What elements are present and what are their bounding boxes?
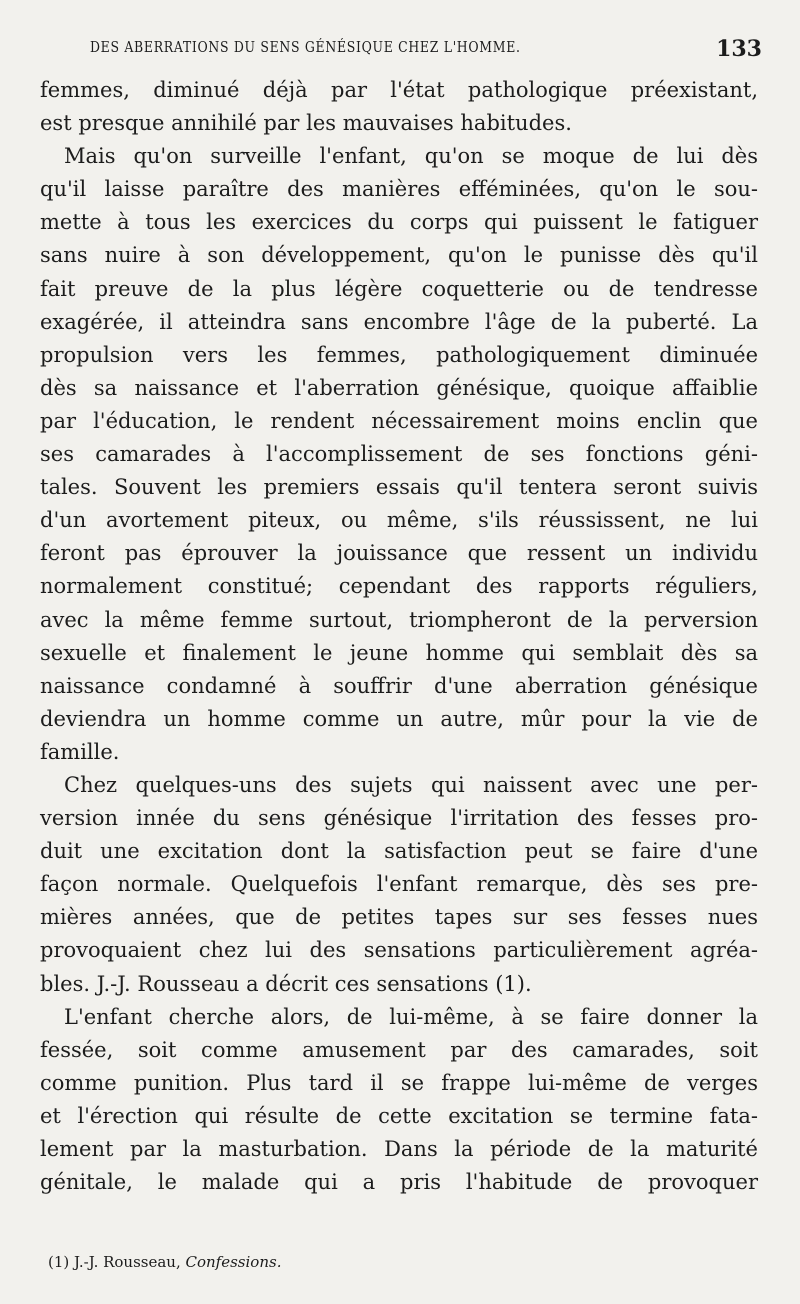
- text-line: fait preuve de la plus légère coquetterie ou de tendresse: [40, 276, 758, 301]
- text-line: deviendra un homme comme un autre, mûr pour la vie de: [40, 706, 758, 731]
- text-line: est presque annihilé par les mauvaises habitudes.: [40, 111, 572, 136]
- text-line: mette à tous les exercices du corps qui puissent le fatiguer: [40, 210, 758, 235]
- text-line: feront pas éprouver la jouissance que ressent un individu: [40, 541, 758, 566]
- text-line: duit une excitation dont la satisfaction peut se faire d'une: [40, 839, 758, 864]
- running-title: DES ABERRATIONS DU SENS GÉNÉSIQUE CHEZ L'HOMME.: [90, 40, 521, 56]
- text-line: sexuelle et finalement le jeune homme qui semblait dès sa: [40, 640, 758, 665]
- text-line: lement par la masturbation. Dans la période de la maturité: [40, 1137, 758, 1161]
- text-line: sans nuire à son développement, qu'on le punisse dès qu'il: [40, 243, 758, 268]
- text-line: naissance condamné à souffrir d'une aberration génésique: [40, 673, 758, 698]
- text-line: propulsion vers les femmes, pathologiquement diminuée: [40, 342, 758, 367]
- text-line: et l'érection qui résulte de cette excitation se termine fata-: [40, 1103, 758, 1128]
- footnote-author: J.-J. Rousseau,: [74, 1253, 181, 1271]
- text-line: exagérée, il atteindra sans encombre l'âge de la puberté. La: [40, 309, 758, 334]
- text-line: femmes, diminué déjà par l'état pathologique préexistant,: [40, 78, 758, 102]
- text-line: provoquaient chez lui des sensations particulièrement agréa-: [40, 938, 758, 963]
- text-line: dès sa naissance et l'aberration génésique, quoique affaiblie: [40, 375, 758, 400]
- text-line: Chez quelques-uns des sujets qui naissent avec une per-: [64, 772, 758, 797]
- text-line: tales. Souvent les premiers essais qu'il tentera seront suivis: [40, 475, 758, 500]
- text-line: fessée, soit comme amusement par des camarades, soit: [40, 1037, 758, 1062]
- text-line: génitale, le malade qui a pris l'habitude de provoquer: [40, 1170, 758, 1195]
- text-line: normalement constitué; cependant des rapports réguliers,: [40, 574, 758, 599]
- page-number: 133: [716, 36, 762, 62]
- text-line: ses camarades à l'accomplissement de ses fonctions géni-: [40, 442, 758, 467]
- text-line: famille.: [40, 739, 120, 764]
- text-line: qu'il laisse paraître des manières efféminées, qu'on le sou-: [40, 177, 758, 202]
- body-text: [40, 74, 758, 1199]
- text-line: façon normale. Quelquefois l'enfant remarque, dès ses pre-: [40, 872, 758, 897]
- text-line: version innée du sens génésique l'irritation des fesses pro-: [40, 806, 758, 831]
- text-line: par l'éducation, le rendent nécessairement moins enclin que: [40, 408, 758, 433]
- footnote: [48, 1253, 281, 1271]
- text-line: avec la même femme surtout, triompheront de la perversion: [40, 607, 758, 632]
- footnote-marker: (1): [48, 1253, 70, 1271]
- text-line: mières années, que de petites tapes sur ses fesses nues: [40, 905, 758, 930]
- text-line: Mais qu'on surveille l'enfant, qu'on se moque de lui dès: [64, 144, 758, 169]
- footnote-work: Confessions.: [185, 1253, 282, 1271]
- text-line: d'un avortement piteux, ou même, s'ils réussissent, ne lui: [40, 508, 758, 533]
- text-line: bles. J.-J. Rousseau a décrit ces sensations (1).: [40, 971, 532, 996]
- text-line: L'enfant cherche alors, de lui-même, à se faire donner la: [64, 1004, 758, 1029]
- running-head: [40, 36, 762, 66]
- text-line: comme punition. Plus tard il se frappe lui-même de verges: [40, 1070, 758, 1095]
